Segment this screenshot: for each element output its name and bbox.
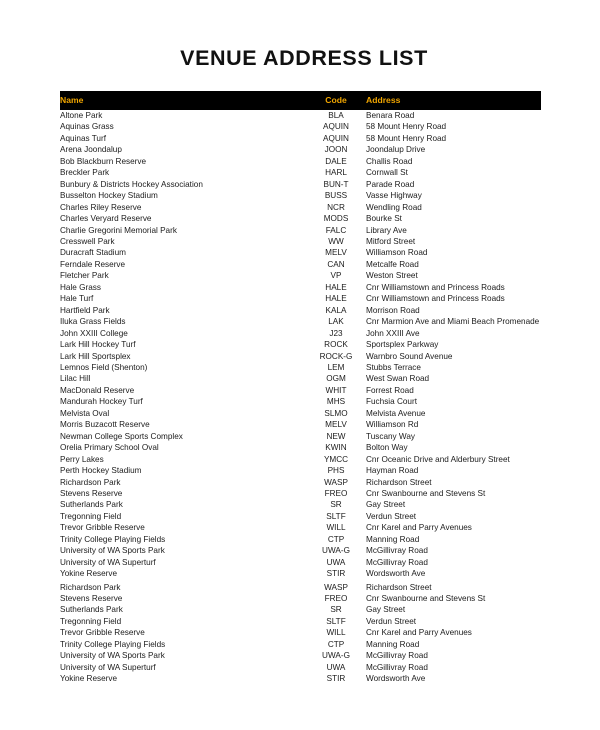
table-row[interactable] [60,650,541,661]
cell-venue-address: Verdun Street [366,511,417,521]
table-row[interactable] [60,488,541,499]
cell-venue-address: McGillivray Road [366,546,428,556]
cell-venue-name: MacDonald Reserve [60,385,135,395]
cell-venue-address: Cnr Karel and Parry Avenues [366,523,472,533]
table-row[interactable] [60,270,541,281]
cell-venue-code: VP [330,271,342,281]
cell-venue-code: HALE [325,294,347,304]
table-row[interactable] [60,213,541,224]
cell-venue-code: MELV [325,420,347,430]
cell-venue-address: Cnr Karel and Parry Avenues [366,628,472,638]
table-row[interactable] [60,293,541,304]
table-row[interactable] [60,522,541,533]
table-row[interactable] [60,419,541,430]
table-row[interactable] [60,236,541,247]
table-row[interactable] [60,190,541,201]
cell-venue-name: Lilac Hill [60,374,91,384]
cell-venue-address: Forrest Road [366,385,414,395]
cell-venue-name: Trevor Gribble Reserve [60,628,145,638]
venue-address-table-container [60,91,541,685]
cell-venue-name: Sutherlands Park [60,605,123,615]
table-row[interactable] [60,454,541,465]
cell-venue-address: Cnr Swanbourne and Stevens St [366,594,486,604]
table-row[interactable] [60,316,541,327]
cell-venue-name: Hale Turf [60,294,94,304]
cell-venue-address: Bolton Way [366,443,408,453]
column-header-code[interactable]: Code [325,95,347,105]
cell-venue-name: Fletcher Park [60,271,109,281]
cell-venue-code: WW [328,236,344,246]
table-row[interactable] [60,616,541,627]
cell-venue-name: Charlie Gregorini Memorial Park [60,225,177,235]
venue-address-table [60,91,541,685]
cell-venue-address: Cornwall St [366,168,408,178]
cell-venue-address: McGillivray Road [366,662,428,672]
cell-venue-address: Cnr Williamstown and Princess Roads [366,282,505,292]
column-header-name[interactable]: Name [60,95,84,105]
cell-venue-name: Morris Buzacott Reserve [60,420,150,430]
cell-venue-code: ROCK [324,340,348,350]
cell-venue-code: J23 [329,328,343,338]
table-row[interactable] [60,639,541,650]
table-row[interactable] [60,259,541,270]
cell-venue-code: YMCC [323,454,349,464]
table-header [60,91,541,110]
cell-venue-address: Wordsworth Ave [366,569,426,579]
table-row[interactable] [60,465,541,476]
cell-venue-name: Hartfield Park [60,305,110,315]
cell-venue-code: UWA-G [322,651,350,661]
table-row[interactable] [60,568,541,579]
cell-venue-name: Richardson Park [60,582,121,592]
cell-venue-code: MODS [323,214,349,224]
cell-venue-address: Weston Street [366,271,418,281]
table-row[interactable] [60,604,541,615]
table-row[interactable] [60,225,541,236]
table-row[interactable] [60,362,541,373]
cell-venue-address: Fuchsia Court [366,397,417,407]
cell-venue-address: Stubbs Terrace [366,362,421,372]
cell-venue-code: FREO [324,488,348,498]
table-row[interactable] [60,202,541,213]
cell-venue-address: Verdun Street [366,616,417,626]
cell-venue-name: John XXIII College [60,328,128,338]
table-row[interactable] [60,305,541,316]
cell-venue-name: Duracraft Stadium [60,248,126,258]
cell-venue-address: West Swan Road [366,374,430,384]
table-row[interactable] [60,247,541,258]
cell-venue-name: Stevens Reserve [60,594,123,604]
cell-venue-name: Orelia Primary School Oval [60,443,159,453]
cell-venue-address: Sportsplex Parkway [366,340,439,350]
cell-venue-address: Williamson Rd [366,420,419,430]
cell-venue-code: KALA [325,305,347,315]
cell-venue-name: Sutherlands Park [60,500,123,510]
cell-venue-code: UWA-G [322,546,350,556]
cell-venue-code: UWA [326,662,346,672]
table-row[interactable] [60,396,541,407]
cell-venue-code: AQUIN [323,122,349,132]
table-row[interactable] [60,557,541,568]
cell-venue-address: Wendling Road [366,202,422,212]
table-header-row [60,91,541,110]
cell-venue-code: STIR [326,674,346,684]
cell-venue-name: Tregonning Field [60,511,122,521]
cell-venue-code: FALC [325,225,347,235]
cell-venue-address: Cnr Oceanic Drive and Alderbury Street [366,454,510,464]
cell-venue-name: University of WA Superturf [60,662,156,672]
cell-venue-address: Melvista Avenue [366,408,426,418]
table-row[interactable] [60,282,541,293]
cell-venue-address: Williamson Road [366,248,428,258]
cell-venue-code: SR [330,500,342,510]
table-row[interactable] [60,511,541,522]
table-row[interactable] [60,408,541,419]
cell-venue-address: Benara Road [366,111,415,120]
table-row[interactable] [60,662,541,673]
cell-venue-code: NEW [326,431,346,441]
cell-venue-name: Cresswell Park [60,236,115,246]
table-row[interactable] [60,431,541,442]
cell-venue-name: Yokine Reserve [60,569,118,579]
table-row[interactable] [60,110,541,121]
cell-venue-name: Richardson Park [60,477,121,487]
table-body [60,110,541,685]
cell-venue-address: Cnr Williamstown and Princess Roads [366,294,505,304]
cell-venue-code: MELV [325,248,347,258]
cell-venue-code: WILL [326,523,346,533]
cell-venue-code: SLMO [324,408,348,418]
cell-venue-name: Bunbury & Districts Hockey Association [60,179,203,189]
cell-venue-code: STIR [326,569,346,579]
cell-venue-address: Mitford Street [366,236,416,246]
table-row[interactable] [60,534,541,545]
cell-venue-name: Stevens Reserve [60,488,123,498]
cell-venue-address: Morrison Road [366,305,420,315]
table-row[interactable] [60,580,541,593]
cell-venue-code: AQUIN [323,133,349,143]
cell-venue-name: Perth Hockey Stadium [60,466,142,476]
cell-venue-name: Newman College Sports Complex [60,431,183,441]
cell-venue-name: University of WA Sports Park [60,651,165,661]
cell-venue-name: Lark Hill Hockey Turf [60,340,136,350]
page-title: VENUE ADDRESS LIST [180,46,428,70]
cell-venue-name: Aquinas Turf [60,133,106,143]
cell-venue-code: BUN-T [323,179,349,189]
cell-venue-name: Aquinas Grass [60,122,114,132]
cell-venue-code: KWIN [325,443,347,453]
cell-venue-name: Busselton Hockey Stadium [60,191,158,201]
cell-venue-address: Gay Street [366,500,406,510]
cell-venue-code: SR [330,605,342,615]
table-row[interactable] [60,144,541,155]
cell-venue-address: 58 Mount Henry Road [366,122,447,132]
cell-venue-name: Breckler Park [60,168,110,178]
cell-venue-address: Richardson Street [366,477,432,487]
cell-venue-address: 58 Mount Henry Road [366,133,447,143]
cell-venue-name: University of WA Superturf [60,557,156,567]
table-row[interactable] [60,593,541,604]
cell-venue-code: CTP [327,534,345,544]
table-row[interactable] [60,133,541,144]
cell-venue-code: CAN [327,259,345,269]
table-row[interactable] [60,167,541,178]
cell-venue-code: DALE [325,156,347,166]
cell-venue-address: Manning Road [366,639,420,649]
cell-venue-name: Yokine Reserve [60,674,118,684]
table-row[interactable] [60,373,541,384]
table-row[interactable] [60,627,541,638]
cell-venue-name: Trinity College Playing Fields [60,534,166,544]
cell-venue-code: WHIT [325,385,347,395]
cell-venue-name: Trevor Gribble Reserve [60,523,145,533]
cell-venue-name: Ferndale Reserve [60,259,126,269]
cell-venue-code: WASP [324,582,348,592]
table-row[interactable] [60,121,541,132]
table-row[interactable] [60,339,541,350]
cell-venue-code: OGM [326,374,346,384]
cell-venue-address: Cnr Swanbourne and Stevens St [366,488,486,498]
cell-venue-code: HARL [325,168,347,178]
cell-venue-name: Charles Riley Reserve [60,202,142,212]
cell-venue-name: Lark Hill Sportsplex [60,351,131,361]
cell-venue-code: JOON [324,145,348,155]
cell-venue-code: ROCK-G [319,351,353,361]
table-row[interactable] [60,673,541,684]
cell-venue-address: John XXIII Ave [366,328,420,338]
cell-venue-code: LAK [328,317,344,327]
cell-venue-name: Arena Joondalup [60,145,122,155]
table-row[interactable] [60,328,541,339]
cell-venue-name: Melvista Oval [60,408,110,418]
cell-venue-address: Manning Road [366,534,420,544]
cell-venue-code: UWA [326,557,346,567]
cell-venue-code: PHS [327,466,345,476]
cell-venue-address: McGillivray Road [366,651,428,661]
cell-venue-address: McGillivray Road [366,557,428,567]
cell-venue-name: Lemnos Field (Shenton) [60,362,148,372]
table-row[interactable] [60,499,541,510]
cell-venue-address: Wordsworth Ave [366,674,426,684]
cell-venue-name: University of WA Sports Park [60,546,165,556]
cell-venue-name: Trinity College Playing Fields [60,639,166,649]
cell-venue-code: BUSS [324,191,348,201]
table-row[interactable] [60,385,541,396]
cell-venue-code: MHS [326,397,346,407]
table-row[interactable] [60,442,541,453]
cell-venue-code: SLTF [326,511,346,521]
cell-venue-address: Richardson Street [366,582,432,592]
cell-venue-address: Cnr Marmion Ave and Miami Beach Promenade [366,317,540,327]
cell-venue-address: Bourke St [366,214,402,224]
cell-venue-address: Joondalup Drive [366,145,426,155]
cell-venue-address: Gay Street [366,605,406,615]
cell-venue-address: Hayman Road [366,466,419,476]
cell-venue-name: Tregonning Field [60,616,122,626]
cell-venue-code: LEM [327,362,345,372]
column-header-address[interactable]: Address [366,95,401,105]
cell-venue-address: Warnbro Sound Avenue [366,351,453,361]
cell-venue-address: Parade Road [366,179,415,189]
cell-venue-address: Library Ave [366,225,407,235]
cell-venue-name: Bob Blackburn Reserve [60,156,147,166]
cell-venue-name: Mandurah Hockey Turf [60,397,143,407]
cell-venue-name: Iluka Grass Fields [60,317,126,327]
table-row[interactable] [60,156,541,167]
table-row[interactable] [60,477,541,488]
cell-venue-name: Hale Grass [60,282,101,292]
cell-venue-address: Tuscany Way [366,431,415,441]
cell-venue-code: FREO [324,594,348,604]
cell-venue-name: Charles Veryard Reserve [60,214,152,224]
table-row[interactable] [60,545,541,556]
table-row[interactable] [60,351,541,362]
cell-venue-name: Perry Lakes [60,454,104,464]
cell-venue-code: NCR [327,202,345,212]
table-row[interactable] [60,179,541,190]
cell-venue-code: CTP [327,639,345,649]
cell-venue-address: Vasse Highway [366,191,422,201]
cell-venue-code: BLA [328,111,344,120]
cell-venue-address: Metcalfe Road [366,259,419,269]
cell-venue-code: SLTF [326,616,346,626]
cell-venue-code: HALE [325,282,347,292]
cell-venue-code: WASP [324,477,348,487]
cell-venue-address: Challis Road [366,156,413,166]
cell-venue-code: WILL [326,628,346,638]
cell-venue-name: Altone Park [60,111,103,120]
